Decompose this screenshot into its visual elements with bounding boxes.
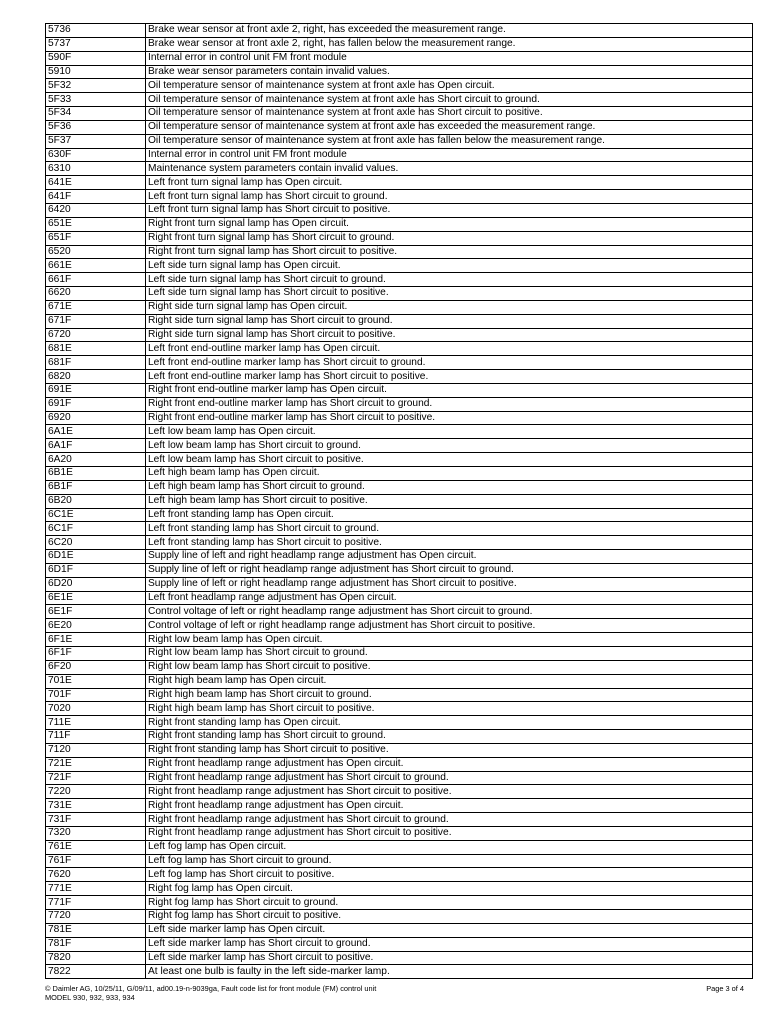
fault-description-cell: Right side turn signal lamp has Short circuit to positive. (146, 328, 753, 342)
fault-description-cell: Left side marker lamp has Short circuit to positive. (146, 951, 753, 965)
table-row (46, 937, 753, 951)
fault-description-cell: Right front standing lamp has Open circuit. (146, 716, 753, 730)
table-row (46, 882, 753, 896)
fault-code-cell: 641E (46, 176, 146, 190)
table-row (46, 536, 753, 550)
fault-code-cell: 590F (46, 51, 146, 65)
table-row (46, 494, 753, 508)
fault-description-cell: Brake wear sensor at front axle 2, right, has fallen below the measurement range. (146, 37, 753, 51)
fault-code-cell: 630F (46, 148, 146, 162)
fault-description-cell: Left high beam lamp has Short circuit to ground. (146, 480, 753, 494)
table-row (46, 854, 753, 868)
table-row (46, 619, 753, 633)
fault-description-cell: Internal error in control unit FM front module (146, 51, 753, 65)
fault-description-cell: Supply line of left and right headlamp range adjustment has Open circuit. (146, 550, 753, 564)
fault-description-cell: Right front end-outline marker lamp has Open circuit. (146, 383, 753, 397)
table-row (46, 785, 753, 799)
table-row (46, 591, 753, 605)
fault-description-cell: Right front turn signal lamp has Short circuit to ground. (146, 231, 753, 245)
fault-description-cell: Right front headlamp range adjustment has Short circuit to positive. (146, 826, 753, 840)
fault-code-cell: 7820 (46, 951, 146, 965)
table-row (46, 356, 753, 370)
table-row (46, 550, 753, 564)
fault-description-cell: Brake wear sensor parameters contain invalid values. (146, 65, 753, 79)
fault-code-cell: 781E (46, 923, 146, 937)
fault-code-cell: 6F1E (46, 633, 146, 647)
fault-description-cell: Control voltage of left or right headlamp range adjustment has Short circuit to positive. (146, 619, 753, 633)
fault-description-cell: Right side turn signal lamp has Short circuit to ground. (146, 314, 753, 328)
fault-code-cell: 5F32 (46, 79, 146, 93)
fault-code-cell: 731F (46, 813, 146, 827)
fault-description-cell: Left side turn signal lamp has Short circuit to positive. (146, 287, 753, 301)
table-row (46, 383, 753, 397)
footer-model: MODEL 930, 932, 933, 934 (45, 993, 135, 1002)
fault-code-cell: 711E (46, 716, 146, 730)
fault-code-cell: 651E (46, 217, 146, 231)
table-row (46, 259, 753, 273)
table-row (46, 799, 753, 813)
fault-description-cell: Right front standing lamp has Short circuit to ground. (146, 730, 753, 744)
fault-description-cell: Left front turn signal lamp has Short circuit to positive. (146, 203, 753, 217)
fault-description-cell: Right low beam lamp has Open circuit. (146, 633, 753, 647)
fault-code-table-body (46, 24, 753, 979)
fault-description-cell: Control voltage of left or right headlamp range adjustment has Short circuit to ground. (146, 605, 753, 619)
fault-code-cell: 6E20 (46, 619, 146, 633)
fault-description-cell: Right low beam lamp has Short circuit to positive. (146, 660, 753, 674)
fault-code-cell: 701E (46, 674, 146, 688)
fault-description-cell: Right fog lamp has Short circuit to ground. (146, 896, 753, 910)
fault-description-cell: Right front headlamp range adjustment has Open circuit. (146, 757, 753, 771)
fault-description-cell: Left fog lamp has Open circuit. (146, 840, 753, 854)
table-row (46, 646, 753, 660)
table-row (46, 910, 753, 924)
table-row (46, 24, 753, 38)
fault-description-cell: Left front standing lamp has Short circuit to positive. (146, 536, 753, 550)
table-row (46, 51, 753, 65)
fault-description-cell: Right fog lamp has Open circuit. (146, 882, 753, 896)
fault-description-cell: Oil temperature sensor of maintenance system at front axle has Short circuit to ground. (146, 93, 753, 107)
fault-description-cell: Left side marker lamp has Short circuit to ground. (146, 937, 753, 951)
fault-description-cell: Oil temperature sensor of maintenance system at front axle has Open circuit. (146, 79, 753, 93)
fault-code-cell: 6A20 (46, 453, 146, 467)
fault-code-cell: 5F36 (46, 120, 146, 134)
fault-code-cell: 641F (46, 190, 146, 204)
fault-description-cell: Right side turn signal lamp has Open circuit. (146, 300, 753, 314)
table-row (46, 411, 753, 425)
table-row (46, 896, 753, 910)
table-row (46, 328, 753, 342)
table-row (46, 522, 753, 536)
fault-code-cell: 7020 (46, 702, 146, 716)
page-footer (45, 984, 744, 1002)
fault-description-cell: Oil temperature sensor of maintenance system at front axle has fallen below the measurement range. (146, 134, 753, 148)
fault-description-cell: Oil temperature sensor of maintenance system at front axle has exceeded the measurement range. (146, 120, 753, 134)
fault-description-cell: Supply line of left or right headlamp range adjustment has Short circuit to positive. (146, 577, 753, 591)
fault-code-cell: 781F (46, 937, 146, 951)
fault-description-cell: Left front standing lamp has Short circuit to ground. (146, 522, 753, 536)
fault-description-cell: Left side turn signal lamp has Short circuit to ground. (146, 273, 753, 287)
fault-code-cell: 7620 (46, 868, 146, 882)
fault-description-cell: Left low beam lamp has Open circuit. (146, 425, 753, 439)
table-row (46, 730, 753, 744)
fault-code-cell: 5F33 (46, 93, 146, 107)
fault-code-cell: 691F (46, 397, 146, 411)
table-row (46, 813, 753, 827)
fault-description-cell: Left high beam lamp has Open circuit. (146, 467, 753, 481)
fault-description-cell: Supply line of left or right headlamp range adjustment has Short circuit to ground. (146, 563, 753, 577)
fault-code-cell: 7320 (46, 826, 146, 840)
table-row (46, 840, 753, 854)
fault-code-cell: 761E (46, 840, 146, 854)
fault-code-cell: 6A1E (46, 425, 146, 439)
fault-code-cell: 731E (46, 799, 146, 813)
fault-code-cell: 6620 (46, 287, 146, 301)
fault-code-cell: 681E (46, 342, 146, 356)
fault-code-cell: 671E (46, 300, 146, 314)
fault-description-cell: Left front turn signal lamp has Short circuit to ground. (146, 190, 753, 204)
table-row (46, 370, 753, 384)
table-row (46, 425, 753, 439)
fault-description-cell: Left fog lamp has Short circuit to positive. (146, 868, 753, 882)
table-row (46, 300, 753, 314)
table-row (46, 37, 753, 51)
table-row (46, 467, 753, 481)
fault-code-cell: 7720 (46, 910, 146, 924)
fault-code-cell: 6820 (46, 370, 146, 384)
fault-code-cell: 681F (46, 356, 146, 370)
fault-code-cell: 6720 (46, 328, 146, 342)
table-row (46, 107, 753, 121)
table-row (46, 605, 753, 619)
fault-description-cell: Right high beam lamp has Short circuit to positive. (146, 702, 753, 716)
fault-code-cell: 5F37 (46, 134, 146, 148)
table-row (46, 951, 753, 965)
table-row (46, 826, 753, 840)
fault-code-cell: 5737 (46, 37, 146, 51)
table-row (46, 480, 753, 494)
fault-code-cell: 691E (46, 383, 146, 397)
fault-code-cell: 6C1F (46, 522, 146, 536)
fault-description-cell: Right front end-outline marker lamp has Short circuit to ground. (146, 397, 753, 411)
fault-description-cell: Left front end-outline marker lamp has Open circuit. (146, 342, 753, 356)
fault-description-cell: Left front end-outline marker lamp has Short circuit to positive. (146, 370, 753, 384)
table-row (46, 771, 753, 785)
fault-description-cell: Left front standing lamp has Open circuit. (146, 508, 753, 522)
table-row (46, 688, 753, 702)
fault-description-cell: Brake wear sensor at front axle 2, right, has exceeded the measurement range. (146, 24, 753, 38)
table-row (46, 702, 753, 716)
fault-code-cell: 6B20 (46, 494, 146, 508)
table-row (46, 716, 753, 730)
fault-description-cell: Right front turn signal lamp has Open circuit. (146, 217, 753, 231)
fault-code-cell: 651F (46, 231, 146, 245)
fault-code-cell: 701F (46, 688, 146, 702)
fault-code-table (45, 23, 753, 979)
fault-description-cell: Left side turn signal lamp has Open circuit. (146, 259, 753, 273)
table-row (46, 660, 753, 674)
fault-code-cell: 721E (46, 757, 146, 771)
table-row (46, 868, 753, 882)
fault-description-cell: Right front headlamp range adjustment has Short circuit to positive. (146, 785, 753, 799)
fault-code-cell: 7220 (46, 785, 146, 799)
fault-code-cell: 6A1F (46, 439, 146, 453)
table-row (46, 342, 753, 356)
fault-description-cell: At least one bulb is faulty in the left side-marker lamp. (146, 965, 753, 979)
table-row (46, 65, 753, 79)
fault-code-cell: 5910 (46, 65, 146, 79)
fault-code-cell: 6D20 (46, 577, 146, 591)
fault-description-cell: Left low beam lamp has Short circuit to positive. (146, 453, 753, 467)
table-row (46, 453, 753, 467)
fault-description-cell: Right front headlamp range adjustment has Short circuit to ground. (146, 771, 753, 785)
fault-code-cell: 6B1E (46, 467, 146, 481)
fault-code-cell: 761F (46, 854, 146, 868)
fault-code-cell: 6C20 (46, 536, 146, 550)
table-row (46, 148, 753, 162)
table-row (46, 120, 753, 134)
fault-description-cell: Left front turn signal lamp has Open circuit. (146, 176, 753, 190)
table-row (46, 176, 753, 190)
fault-code-cell: 5F34 (46, 107, 146, 121)
table-row (46, 563, 753, 577)
fault-code-cell: 6920 (46, 411, 146, 425)
fault-code-cell: 7822 (46, 965, 146, 979)
table-row (46, 965, 753, 979)
fault-description-cell: Oil temperature sensor of maintenance system at front axle has Short circuit to positive. (146, 107, 753, 121)
fault-code-cell: 5736 (46, 24, 146, 38)
fault-code-cell: 6310 (46, 162, 146, 176)
table-row (46, 633, 753, 647)
fault-code-cell: 6D1F (46, 563, 146, 577)
fault-code-cell: 6D1E (46, 550, 146, 564)
fault-code-cell: 721F (46, 771, 146, 785)
table-row (46, 439, 753, 453)
table-row (46, 217, 753, 231)
fault-description-cell: Right high beam lamp has Short circuit to ground. (146, 688, 753, 702)
table-row (46, 231, 753, 245)
table-row (46, 674, 753, 688)
fault-code-cell: 6E1F (46, 605, 146, 619)
table-row (46, 314, 753, 328)
fault-code-cell: 771F (46, 896, 146, 910)
table-row (46, 923, 753, 937)
fault-code-cell: 6B1F (46, 480, 146, 494)
fault-description-cell: Left fog lamp has Short circuit to ground. (146, 854, 753, 868)
fault-description-cell: Right high beam lamp has Open circuit. (146, 674, 753, 688)
page-number: Page 3 of 4 (706, 984, 744, 993)
table-row (46, 245, 753, 259)
fault-description-cell: Maintenance system parameters contain invalid values. (146, 162, 753, 176)
fault-code-cell: 771E (46, 882, 146, 896)
table-row (46, 162, 753, 176)
table-row (46, 397, 753, 411)
table-row (46, 203, 753, 217)
fault-description-cell: Right front standing lamp has Short circuit to positive. (146, 743, 753, 757)
fault-code-cell: 6E1E (46, 591, 146, 605)
table-row (46, 93, 753, 107)
fault-description-cell: Left front headlamp range adjustment has Open circuit. (146, 591, 753, 605)
table-row (46, 287, 753, 301)
fault-code-cell: 7120 (46, 743, 146, 757)
fault-code-cell: 6F20 (46, 660, 146, 674)
fault-code-cell: 711F (46, 730, 146, 744)
fault-description-cell: Right front headlamp range adjustment has Open circuit. (146, 799, 753, 813)
fault-description-cell: Left side marker lamp has Open circuit. (146, 923, 753, 937)
footer-copyright: © Daimler AG, 10/25/11, G/09/11, ad00.19-n-9039ga, Fault code list for front module (FM) control unit (45, 984, 377, 993)
fault-description-cell: Right low beam lamp has Short circuit to ground. (146, 646, 753, 660)
fault-description-cell: Right front end-outline marker lamp has Short circuit to positive. (146, 411, 753, 425)
table-row (46, 508, 753, 522)
fault-description-cell: Left front end-outline marker lamp has Short circuit to ground. (146, 356, 753, 370)
fault-code-cell: 661E (46, 259, 146, 273)
fault-code-cell: 6420 (46, 203, 146, 217)
fault-code-cell: 6520 (46, 245, 146, 259)
fault-code-cell: 671F (46, 314, 146, 328)
fault-description-cell: Left high beam lamp has Short circuit to positive. (146, 494, 753, 508)
table-row (46, 79, 753, 93)
table-row (46, 577, 753, 591)
fault-description-cell: Left low beam lamp has Short circuit to ground. (146, 439, 753, 453)
table-row (46, 757, 753, 771)
fault-code-cell: 661F (46, 273, 146, 287)
fault-description-cell: Right fog lamp has Short circuit to positive. (146, 910, 753, 924)
fault-code-cell: 6C1E (46, 508, 146, 522)
fault-description-cell: Right front headlamp range adjustment has Short circuit to ground. (146, 813, 753, 827)
table-row (46, 134, 753, 148)
fault-description-cell: Right front turn signal lamp has Short circuit to positive. (146, 245, 753, 259)
table-row (46, 190, 753, 204)
fault-description-cell: Internal error in control unit FM front module (146, 148, 753, 162)
fault-code-cell: 6F1F (46, 646, 146, 660)
table-row (46, 273, 753, 287)
table-row (46, 743, 753, 757)
